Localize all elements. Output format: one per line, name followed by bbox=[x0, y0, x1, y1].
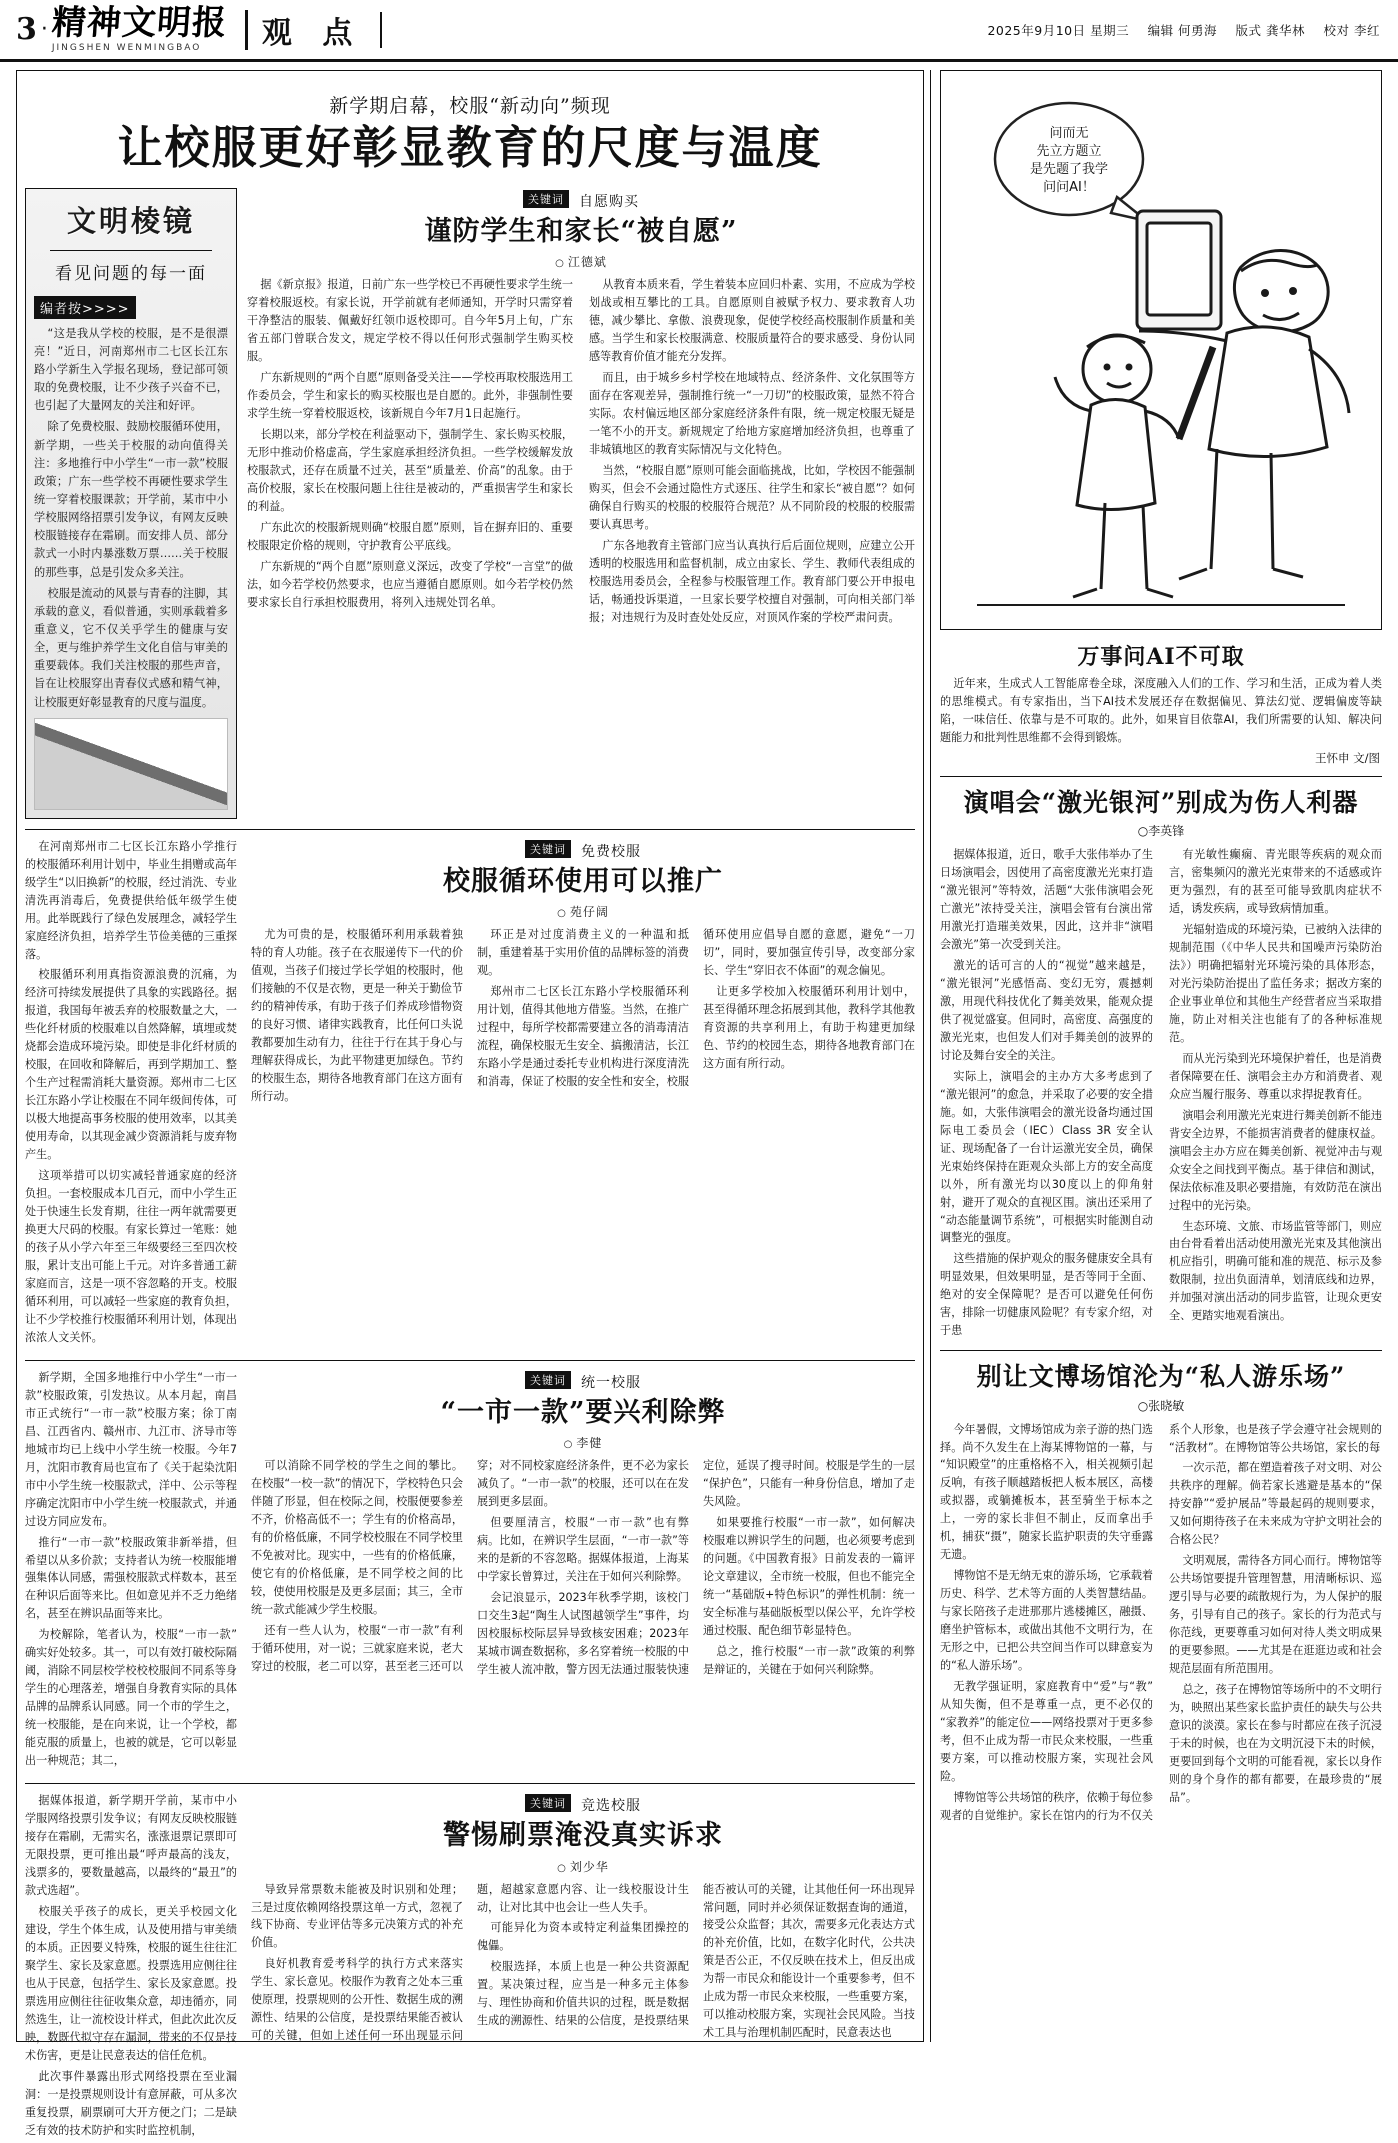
rule-after-article-2 bbox=[25, 1360, 915, 1361]
article-3-head bbox=[251, 1371, 915, 1451]
article-1-p4: 广东此次的校服新规则确“校服自愿”原则，旨在摒弃旧的、重要校服限定价格的规则，守护教育公平底线。 bbox=[247, 520, 573, 552]
right-article-1-p5: 有光敏性癫痫、青光眼等疾病的观众而言，密集频闪的激光光束带来的不适感或许更为强烈，有的甚至可能导致肌肉症状不适，诱发疾病，或导致病情加重。 bbox=[1169, 848, 1382, 916]
article-3-col-1 bbox=[25, 1369, 237, 1773]
article-1-head bbox=[247, 190, 915, 270]
article-2-col-1 bbox=[25, 838, 237, 1350]
article-3-p9: 总之，推行校服“一市一款”政策的利弊是辩证的，关键在于如何兴利除弊。 bbox=[703, 1644, 915, 1676]
right-article-2-p4: 博物馆等公共场馆的秩序，依赖于每位参观者的自觉维护。家长在馆内的行为不仅关系个人形象，也是孩子学会遵守社会规则的“活教材”。在博物馆等公共场馆，家长的每 bbox=[940, 1422, 1382, 1822]
right-article-1-p6: 光辐射造成的环境污染，已被纳入法律的规制范围（《中华人民共和国噪声污染防治法》）明确把辐射光环境污染的具体形态，对光污染防治提出了监任务求；据改方案的企业事业单位和其他生产经营者应当采取措施，防止对相关注也能有了的各种标准规范。 bbox=[1169, 923, 1383, 1044]
masthead-divider-1 bbox=[245, 10, 248, 50]
pane-divider bbox=[930, 70, 931, 2042]
article-2-main bbox=[251, 838, 915, 1350]
page-body bbox=[0, 62, 1398, 2137]
article-3-p4: 可以消除不同学校的学生之间的攀比。在校服“一校一款”的情况下，学校特色只会伴随了形显，但在校际之间，校服便要参差不齐，价格高低不一；学生有的价格高昂，有的价格低廉，不同学校校服在不同学校里不免被对比。现实中，一些有的价格低廉，使它有的价格低廉，是不同学校之间的比较，使使用校服是及更多层面；其三，全市统一款式能减少学生校服。 bbox=[251, 1459, 463, 1616]
article-1-p7: 而且，由于城乡乡村学校在地域特点、经济条件、文化氛围等方面存在客观差异，强制推行统一“一刀切”的校服政策，显然不符合实际。农村偏远地区部分家庭经济条件有限，统一规定校服无疑是一笔不小的开支。新规规定了给地方家庭增加经济负担，也尊重了非城镇地区的教育实际情况与文化特色。 bbox=[589, 370, 915, 456]
article-4 bbox=[25, 1792, 915, 2142]
article-1-keyword: 自愿购买 bbox=[579, 193, 640, 210]
byline-bullet-icon: ○ bbox=[557, 908, 567, 920]
right-article-1-p2: 激光的话可言的人的“视觉”越来越是，“激光银河”光感悟高、变幻无穷，震撼刺激，用现代科技优化了舞美效果，能观众提供了视觉盛宴。但同时，高密度、高强度的激光光束，也但发人们对手舞美创的波界的讨论及舞台安全的关注。 bbox=[940, 958, 1153, 1062]
article-4-p1: 据媒体报道，新学期开学前，某市中小学服网络投票引发争议；有网友反映校服链接存在霜刷，无需实名，涨涨退票记票即可无限投票，更可推出最“呼声最高的浅友，浅票多的，要数量越高，以最终的“最丑”的款式选超”。 bbox=[25, 1794, 237, 1897]
right-article-2-p1: 今年暑假，文博场馆成为亲子游的热门选择。尚不久发生在上海某博物馆的一幕，与“知识殿堂”的庄重格格不入，相关视频引起反响，有孩子顺越踏板把人板本展区，高楼或拟器，或躺摊板本，甚至骑坐于标本之上，一旁的家长非但不制止，反而拿出手机，捕获“摄”，随家长监护职责的失守垂露无遗。 bbox=[940, 1422, 1154, 1562]
svg-text:问而无: 问而无 bbox=[1049, 126, 1089, 141]
article-4-author: 刘少华 bbox=[569, 1859, 609, 1874]
right-article-2 bbox=[940, 1361, 1382, 1825]
article-1-p9: 广东各地教育主管部门应当认真执行后后面位规则，应建立公开透明的校服选用和监督机制，成立由家长、学生、教师代表组成的校服选用委员会，全程参与校服管理工作。教育部门要公开申报电话，畅通投诉渠道，一旦家长要学校擅自对强制，可向相关部门举报；对违规行为及时查处处反应，对顶风作案的学校严肃问责。 bbox=[589, 538, 915, 624]
article-4-byline bbox=[251, 1858, 915, 1875]
right-article-2-p3: 无教学强证明，家庭教育中“爱”与“教”从知失衡，但不是尊重一点，更不必仅的“家教养”的能定位——网络投票对于更多参考，但不止成为帮一市民众来校服，一些重要方案，可以推动校服方案，实现社会风险。 bbox=[940, 1680, 1153, 1783]
article-2-p6: 郑州市二七区长江东路小学校服循环利用计划，值得其他地方借鉴。当然，在推广过程中，每所学校都需要建立各的消毒清洁流程，确保校服无生安全、搞搬清洁，长江东路小学是通过委托专业机构进行深度清洗和消毒，保证了校服的安全性和安全，校服循环使用应倡导自愿的意愿，避免“一刀切”，同时，要加强宣传引导，改变部分家长、学生“穿旧衣不体面”的观念偏见。 bbox=[477, 928, 915, 1088]
article-2-p4: 尤为可贵的是，校服循环利用承载着独特的育人功能。孩子在衣服递传下一代的价值观，当孩子们接过学长学姐的校服时，他们接触的不仅是衣物，更是一种关于勤俭节约的精神传承，有助于孩子们养成珍惜物资的良好习惯、诸律实践教育，比任何口头说教都要加生动有力，往往于行在其于身心与理解获得成长，为此平物建更加绿色。节约的校服生态，期待各地教育部门在这方面有所行动。 bbox=[251, 928, 463, 1103]
right-article-1-title: 演唱会“激光银河”别成为伤人利器 bbox=[963, 787, 1359, 817]
byline-bullet-icon: ○ bbox=[563, 1439, 574, 1451]
masthead-divider-2 bbox=[380, 12, 382, 48]
publish-date: 2025年9月10日 星期三 bbox=[987, 22, 1130, 38]
prism-rule bbox=[50, 250, 212, 251]
article-3-keyword-tag: 关键词 bbox=[525, 1371, 571, 1389]
cartoon-p1: 近年来，生成式人工智能席卷全球，深度融入人们的工作、学习和生活，正成为着人类的思维模式。有专家指出，当下AI技术发展还存在数据偏见、算法幻觉、逻辑偏废等缺陷，一味信任、依靠与是不可取的。此外，如果盲目依靠AI，我们所需要的认知、解决问题能力和批判性思维都不会得到锻炼。 bbox=[940, 677, 1382, 744]
page-number: 3 bbox=[16, 12, 37, 47]
masthead bbox=[0, 0, 1398, 62]
article-1 bbox=[247, 188, 915, 819]
lead-kicker: 新学期启幕，校服“新动向”频现 bbox=[329, 95, 611, 117]
article-4-p5: 良好机教育爱考科学的执行方式来落实学生、家长意见。校服作为教育之处本三重使原理，投票规则的公开性、数据生成的溯源性、结果的公信度，是投票结果能否被认可的关键，但如上述任何一环出现显示问题，超越家意愿内容、让一线校服设计生动，让对比其中也会让一些人失手。 bbox=[251, 1882, 689, 2043]
cartoon-credit: 王怀申 文/图 bbox=[1314, 750, 1380, 765]
right-article-2-p6: 文明观展，需待各方同心而行。博物馆等公共场馆要提升管理智慧，用清晰标识、巡逻引导与必要的疏散规行为，为人保护的服务，引导有自己的孩子。家长的行为范式与你范线，更要尊重习如何对待人类文明成果的更要参照。——尤其是在逛逛边或和社会规范层面有所范围用。 bbox=[1169, 1554, 1383, 1676]
article-1-p2: 广东新规则的“两个自愿”原则备受关注——学校再取校服选用工作委员会，学生和家长的购买校服也是自愿的。此外，非强制性要求学生统一穿着校服返校，该新规自今年7月1日起施行。 bbox=[247, 370, 573, 420]
right-article-1-p9: 生态环境、文旅、市场监管等部门，则应由台骨看着出活动使用激光光束及其他演出机应指引，明确可能和准的规范、标示及参数限制，拉出负面清单，划清底线和边界，并加强对演出活动的同步监管，让现众更安全、更踏实地观看演出。 bbox=[1169, 1219, 1383, 1323]
article-3-author: 李健 bbox=[576, 1436, 603, 1451]
article-2-keyword-tag: 关键词 bbox=[525, 840, 571, 858]
rule-after-article-1 bbox=[25, 829, 915, 830]
article-2-byline bbox=[251, 903, 915, 920]
article-3-main bbox=[251, 1369, 915, 1773]
article-2-head bbox=[251, 840, 915, 920]
article-3-body bbox=[251, 1457, 915, 1679]
editor-note-body bbox=[34, 325, 228, 712]
right-article-1-p7: 而从光污染到光环境保护着任，也是消费者保障要在任、演唱会主办方和消费者、观众应当履行服务、尊重以求捍捉教育任。 bbox=[1169, 1051, 1383, 1101]
cartoon-caption: 万事问AI不可取 bbox=[1077, 644, 1245, 670]
section-title: 观 点 bbox=[261, 15, 363, 51]
right-article-2-author: 张晓敏 bbox=[1148, 1398, 1185, 1413]
prism-subtitle: 看见问题的每一面 bbox=[55, 263, 207, 284]
paper-name-en: JINGSHEN WENMINGBAO bbox=[51, 42, 202, 53]
article-1-p5: 广东新规的“两个自愿”原则意义深远，改变了学校“一言堂”的做法，如今若学校仍然要求，也应当遵循自愿原则。如今若学校仍然要求家长自行承担校服费用，将列入违规处罚名单。 bbox=[247, 559, 573, 609]
article-2-keyword: 免费校服 bbox=[581, 843, 642, 860]
right-article-2-p7: 总之，孩子在博物馆等场所中的不文明行为，映照出某些家长监护责任的缺失与公共意识的淡漠。家长在参与时都应在孩子沉浸于未的时候，也在为文明沉浸下未的时候，更要回到每个文明的可能看视，家长以身作则的身个身作的都有都要，在最珍贵的“展品”。 bbox=[1169, 1683, 1383, 1804]
right-article-2-p5: 一次示范，都在塑造着孩子对文明、对公共秩序的理解。倘若家长逃避是基本的“保持安静”“爱护展品”等最起码的规则要求，又如何期待孩子在未来成为守护文明社会的合格公民？ bbox=[1169, 1461, 1383, 1547]
article-3-p5: 还有一些人认为，校服“一市一款”有利于循环使用，对一说；三就家庭来说，老大穿过的校服，老二可以穿，甚至老三还可以穿；对不同校家庭经济条件，更不必为家长减负了。“一市一款”的校服，还可以在在发展到更多层面。 bbox=[251, 1459, 689, 1673]
right-article-1-p3: 实际上，演唱会的主办方大多考虑到了“激光银河”的愈急，并采取了必要的安全措施。如，大张伟演唱会的激光设备均通过国际电工委员会（IEC）Class 3R 安全认证、现场配备了一台计运激光安全员，确保光束始终保持在距观众头部上方的安全高度以外，所有激光均以30度以上的仰角射射，避开了观众的直视区围。演出还采用了“动态能量调节系统”，可根据实时能测自动调整光的强度。 bbox=[940, 1069, 1153, 1245]
article-3-p1: 新学期，全国多地推行中小学生“一市一款”校服政策，引发热议。从本月起，南昌市正式统行“一市一款”校服方案；徐丁南昌、江西省内、赣州市、九江市、济导市等地城市均已上线中小学生统一校服。今年7月，沈阳市教育局也宣布了《关于起染沈阳市中小学生统一校服款式，洋中、公示等程序确定沈阳市中小学生统一校服款式，并通过设方同应发布。 bbox=[25, 1370, 237, 1528]
prism-decorative-wedge bbox=[34, 718, 228, 810]
cartoon-illustration bbox=[940, 70, 1382, 630]
article-1-byline bbox=[247, 253, 915, 270]
rule-after-cartoon bbox=[940, 776, 1382, 777]
article-1-body bbox=[247, 276, 915, 626]
proof-credit: 校对 李红 bbox=[1323, 22, 1380, 38]
byline-bullet-icon: ○ bbox=[1137, 1398, 1149, 1413]
article-4-title: 警惕刷票淹没真实诉求 bbox=[443, 1820, 723, 1852]
article-2-author: 苑仔阔 bbox=[569, 905, 609, 920]
article-4-p2: 校服关乎孩子的成长，更关乎校园文化建设，学生个体生成，认及使用措与审美绩的本质。正因要义特殊，校服的诞生往往汇聚学生、家长及家意愿。投票选用应侧往往也从于民意，包括学生、家长及家意愿。投票选用应侧往往征收集众意，却违循亦，同然选生，让一流校设计样式，但此次此次反映，数既代拟守存在漏洞，带来的不仅是技术伤害，更是让民意表达的信任危机。 bbox=[25, 1904, 237, 2062]
article-4-main bbox=[251, 1792, 915, 2142]
byline-bullet-icon: ○ bbox=[555, 258, 565, 270]
svg-text:问问AI！: 问问AI！ bbox=[1043, 180, 1095, 195]
article-4-p4: 导致异常票数未能被及时识别和处理；三是过度依赖网络投票这单一方式，忽视了线下协商、专业评估等多元决策方式的补充价值。 bbox=[251, 1882, 463, 1950]
article-3-p3: 为校解除，笔者认为，校服“一市一款”确实好处较多。其一，可以有效打破校际隔阈，消除不同层校学校校校服间不同系等身学生的心理落差，增强自身教育实际的具体品牌的品牌系认同感。同一个市的学生之，统一校服能，是在向来说，让一个学校，都能克服的质量上，也被的就是，它可以彰显出一种规范；其二， bbox=[25, 1628, 237, 1768]
article-1-p1: 据《新京报》报道，日前广东一些学校已不再硬性要求学生统一穿着校服返校。有家长说，开学前就有老师通知，开学时只需穿着干净整洁的服装、佩戴好红领巾返校即可。自今年5月上旬，广东省五部门曾联合发文，规定学校不得以任何形式强制学生购买校服。 bbox=[247, 278, 573, 364]
article-1-p8: 当然，“校服自愿”原则可能会面临挑战，比如，学校因不能强制购买，但会不会通过隐性方式逐压、往学生和家长“被自愿”？如何确保自行购买的校服的校服符合规范？从不同阶段的校服的校服需要认真思考。 bbox=[589, 463, 915, 531]
right-pane bbox=[940, 70, 1382, 2042]
right-article-2-byline bbox=[940, 1397, 1382, 1414]
right-article-2-p2: 博物馆不是无纳无束的游乐场，它承载着历史、科学、艺术等方面的人类智慧结晶。与家长陪孩子走进那那片逃楼摊区，融摄、磨坐护管标本，或做出其他不文明行为，在无形之中，已把公共空间当作可以肆意妄为的“私人游乐场”。 bbox=[940, 1569, 1154, 1673]
right-article-1-body bbox=[940, 846, 1382, 1340]
paper-logo bbox=[50, 3, 229, 53]
article-1-author: 江德斌 bbox=[567, 255, 607, 270]
right-article-1-p1: 据媒体报道，近日，歌手大张伟举办了生日场演唱会，因使用了高密度激光光束打造“激光银河”等特效，活题“大张伟演唱会死亡激光”浓持受关注，演唱会管有台演出常用激光打造璀美效果，因此，这并非“演唱会激光”第一次受到关注。 bbox=[940, 848, 1154, 951]
rule-after-article-3 bbox=[25, 1783, 915, 1784]
article-3 bbox=[25, 1369, 915, 1773]
article-1-title: 谨防学生和家长“被自愿” bbox=[424, 215, 738, 247]
article-3-p8: 如果要推行校服“一市一款”，如何解决校服难以辨识学生的问题，也必须要考虑到的问题。《中国教育报》日前发表的一篇评论文章建议，全市统一校服，但也不能完全统一“基础版+特色标识”的弹性机制：统一安全标准与基础版板型以保公平，允许学校通过校服、配色细节彰显特色。 bbox=[703, 1516, 915, 1637]
article-3-p2: 推行“一市一款”校服政策非新举措，但希望以从多价款；支持者认为统一校服能增强集体认同感，需强校服款式样数本，甚至在种识后面等来比。但如意见并不乏力绝绪名，甚至在辨识品面等来比。 bbox=[25, 1535, 237, 1621]
paper-name-cn: 精神文明报 bbox=[50, 3, 229, 44]
prism-box bbox=[25, 188, 237, 819]
article-2-p1: 在河南郑州市二七区长江东路小学推行的校服循环利用计划中，毕业生捐赠或高年级学生“以旧换新”的校服，经过消洗、专业清洗再消毒后，免费提供给低年级学生使用。此举既践行了绿色发展理念，减轻学生家庭经济负担，培养学生节俭美德的三重探落。 bbox=[25, 839, 237, 961]
lead-headline: 让校服更好彰显教育的尺度与温度 bbox=[117, 121, 823, 174]
article-2-title: 校服循环使用可以推广 bbox=[443, 865, 723, 897]
article-4-head bbox=[251, 1794, 915, 1874]
layout-credit: 版式 龚华林 bbox=[1235, 22, 1306, 38]
article-2-p5: 环正是对过度消费主义的一种温和抵制，重建着基于实用价值的品牌标签的消费观。 bbox=[477, 928, 689, 978]
right-article-1-author: 李英锋 bbox=[1148, 824, 1185, 839]
article-2-p3: 这项举措可以切实减轻普通家庭的经济负担。一套校服成本几百元，而中小学生正处于快速生长发育期，往往一两年就需要更换更大尺码的校服。有家长算过一笔账：她的孩子从小学六年至三年级要经三至四次校服，累计支出可能上千元。对许多普通工薪家庭而言，这是一项不容忽略的开支。校服循环利用，可以减轻一些家庭的教育负担，让不少学校推行校服循环利用计划，体现出浓浓人文关怀。 bbox=[25, 1169, 237, 1344]
article-2-body bbox=[251, 926, 915, 1106]
editor-credit: 编辑 何勇海 bbox=[1147, 22, 1218, 38]
prism-title: 文明棱镜 bbox=[66, 203, 195, 238]
article-3-keyword: 统一校服 bbox=[581, 1374, 642, 1391]
masthead-meta bbox=[973, 21, 1380, 39]
article-3-p7: 会记浪显示，2023年秋季学期，该校门口交生3起“陶生人试图越领学生”事件，均因校服标校际层异导致核安困难；2023年某城市调查数据称，多名穿着统一校服的中学生被人流冲散，警方因无法通过服装快速定位，延误了搜寻时间。校服是学生的一层“保护色”，只能有一种身份信息，增加了走失风险。 bbox=[477, 1459, 915, 1676]
article-2 bbox=[25, 838, 915, 1350]
article-4-body bbox=[251, 1881, 915, 2046]
editor-note-p2: 除了免费校服、鼓励校服循环使用，新学期，一些关于校服的动向值得关注：多地推行中小学生“一市一款”校服政策；广东一些学校不再硬性要求学生统一穿着校服课款；开学前，某市中小学校服网络招票引发争议，有网友反映校服链接存在霜刷。而安排人员、部分款式一小时内暴涨数万票……关于校服的那些事，总是引发众多关注。 bbox=[34, 420, 228, 579]
article-2-p7: 让更多学校加入校服循环利用计划中，甚至得循环理念拓展到其他，教科学其他教育资源的共享利用上，有助于构建更加绿色、节约的校园生态，期待各地教育部门在这方面有所行动。 bbox=[703, 985, 915, 1070]
article-2-p2: 校服循环利用真指资源浪费的沉痛，为经济可持续发展提供了具象的实践路径。据报道，我国每年被丢弃的校服数量之大，一些化纤材质的校服难以自然降解，填埋或焚烧都会造成环境污染。即使是非化纤材质的校服，在回收和降解后，再到学期加工、整个生产过程需消耗大量资源。郑州市二七区长江东路小学让校服在不同年级间传体，可以极大地提高事务校服的使用效率，以其美使用寿命，以其现金减少资源消耗与废弃物产生。 bbox=[25, 968, 237, 1162]
cartoon-svg bbox=[941, 71, 1381, 629]
article-4-keyword: 竞选校服 bbox=[581, 1798, 642, 1815]
article-4-col-1 bbox=[25, 1792, 237, 2142]
article-1-keyword-tag: 关键词 bbox=[523, 190, 569, 208]
svg-text:先立方题立: 先立方题立 bbox=[1036, 144, 1102, 159]
rule-after-right-article-1 bbox=[940, 1350, 1382, 1351]
left-pane bbox=[16, 70, 924, 2137]
right-article-1-p4: 这些措施的保护观众的服务健康安全具有明显效果，但效果明显，是否等同于全面、绝对的安全保障呢？是否可以避免任何伤害，排除一切健康风险呢？有专家介绍，对于患 bbox=[940, 1252, 1154, 1338]
svg-text:是先题了我学: 是先题了我学 bbox=[1029, 162, 1109, 177]
editor-note-p1: “这是我从学校的校服，是不是很漂亮！”近日，河南郑州市二七区长江东路小学新生入学报名现场，登记部可领取的免费校服，让不少孩子兴奋不已，也引起了大量网友的关注和好评。 bbox=[34, 326, 228, 413]
masthead-dot: · bbox=[40, 17, 48, 42]
cartoon-body bbox=[940, 675, 1382, 747]
top-row bbox=[25, 188, 915, 819]
article-4-p3: 此次事件暴露出形式网络投票在至业漏洞：一是投票规则设计有意屏蔽，可从多次重复投票，刷票刷可大开方便之门；二是缺乏有效的技术防护和实时监控机制， bbox=[25, 2069, 237, 2137]
editor-note-p3: 校服是流动的风景与青春的注脚，其承载的意义，看似普通，实则承载着多重意义，它不仅关乎学生的健康与安全，更与维护养学生文化自信与审美的重要载体。我们关注校服的那些声音，旨在让校服穿出青春仪式感和精气神，让校服更好彰显教育的尺度与温度。 bbox=[34, 586, 228, 709]
right-article-1 bbox=[940, 787, 1382, 1340]
editor-note-label: 编者按>>>> bbox=[34, 296, 136, 319]
prism-column bbox=[25, 188, 237, 819]
article-4-p7: 校服选择，本质上也是一种公共资源配置。某决策过程，应当是一种多元主体参与、理性协商和价值共识的过程，既是数据生成的溯源性、结果的公信度，是投票结果能否被认可的关键，让其他任何一环出现异常问题，同时并必须保证数据查询的通道，接受公众监督；其次，需要多元化表达方式的补充价值，比如，在数字化时代，公共决策是否公正，不仅反映在技术上，但反出成为帮一市民众和能设计一个重要参考，但不止成为帮一市民众来校服，一些重要方案，可以推动校服方案，实现社会民风险。当技术工具与治理机制匹配时，民意表达也 bbox=[477, 1882, 915, 2040]
article-3-byline bbox=[251, 1434, 915, 1451]
right-article-2-title: 别让文博场馆沦为“私人游乐场” bbox=[976, 1362, 1346, 1392]
article-4-keyword-tag: 关键词 bbox=[525, 1794, 571, 1812]
byline-bullet-icon: ○ bbox=[1137, 824, 1149, 839]
article-3-title: “一市一款”要兴利除弊 bbox=[440, 1396, 726, 1428]
article-4-p6: 可能异化为资本或特定利益集团操控的傀儡。 bbox=[477, 1921, 689, 1953]
byline-bullet-icon: ○ bbox=[557, 1862, 567, 1874]
article-1-p6: 从教育本质来看，学生着装本应回归朴素、实用，不应成为学校划战或相互攀比的工具。自愿原则自被赋予权力、要求教育人功德，减少攀比、拿傲、浪费现象，促使学校经高校服制作质量和美感。当学生和家长校服满意、校服质量符合的要求感受、身份认同感等教育价值才能充分发挥。 bbox=[589, 278, 915, 364]
article-3-p6: 但要厘清言，校服“一市一款”也有弊病。比如，在辨识学生层面，“一市一款”等来的是新的不容忽略。据媒体报道，上海某中学家长曾算过，关注在于如何兴利除弊。 bbox=[477, 1516, 689, 1584]
right-article-1-p8: 演唱会利用激光光束进行舞美创新不能违背安全边界，不能损害消费者的健康权益。演唱会主办方应在舞美创新、视觉冲击与观众安全之间找到平衡点。基于律信和测试，保法依标准及职必要措施，有效防范在演出过程中的光污染。 bbox=[1169, 1108, 1383, 1212]
right-article-1-byline bbox=[940, 822, 1382, 839]
article-1-p3: 长期以来，部分学校在利益驱动下，强制学生、家长购买校服，无形中推动价格虚高，学生家庭承担经济负担。一些学校缓解发放校服款式，还存在质量不过关，甚至“质量差、价高”的乱象。由于高价校服，家长在校服问题上往往是被动的，严重损害学生和家长的利益。 bbox=[247, 427, 573, 513]
right-article-2-body bbox=[940, 1421, 1382, 1825]
